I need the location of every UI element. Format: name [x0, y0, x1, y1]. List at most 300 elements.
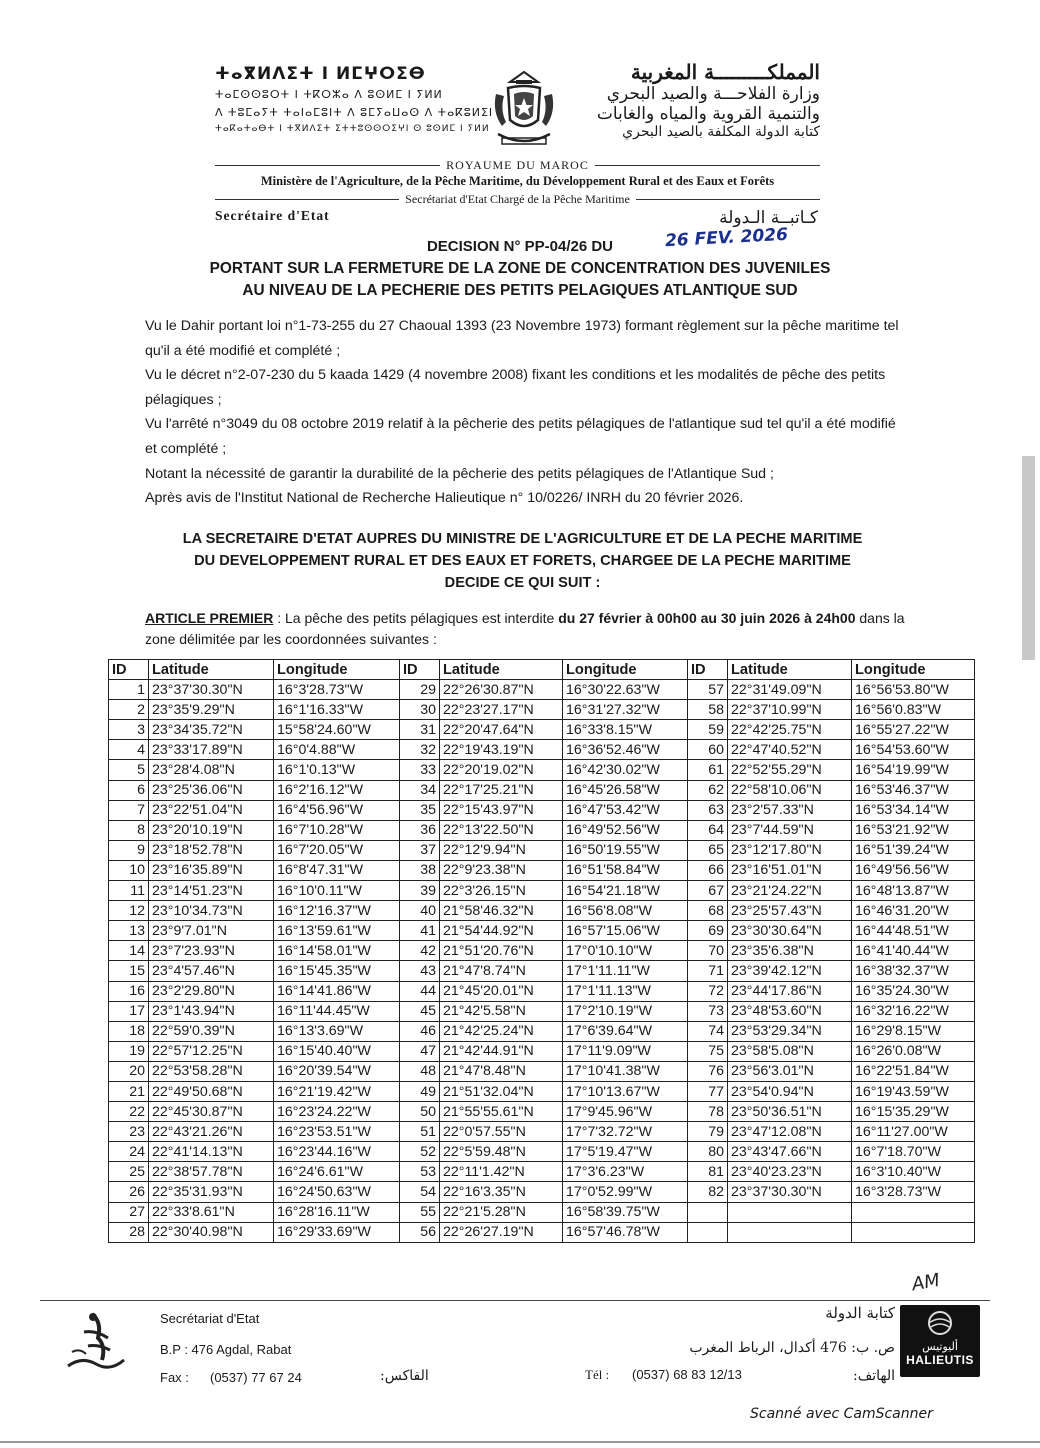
- footer-secretariat-fr: Secrétariat d'Etat: [160, 1311, 260, 1326]
- cell-id: 24: [109, 1142, 149, 1162]
- cell-latitude: 21°51'20.76"N: [440, 941, 563, 961]
- cell-id: 70: [688, 941, 728, 961]
- cell-id: 75: [688, 1041, 728, 1061]
- column-header: Latitude: [440, 660, 563, 680]
- article-text-b: dans la zone délimitée par les coordonnées suivantes :: [145, 610, 905, 647]
- cell-longitude: 16°45'26.58"W: [563, 780, 688, 800]
- table-row: [109, 780, 975, 800]
- table-row: [109, 820, 975, 840]
- cell-id: 73: [688, 1001, 728, 1021]
- column-header: Latitude: [728, 660, 852, 680]
- footer-tel-label: Tél :: [585, 1367, 610, 1382]
- cell-id: [688, 1202, 728, 1222]
- tifinagh-line-1: ⵜⴰⴳⵍⴷⵉⵜ ⵏ ⵍⵎⵖⵔⵉⴱ: [215, 64, 426, 84]
- cell-longitude: [852, 1222, 975, 1242]
- cell-id: 42: [400, 941, 440, 961]
- table-row: [109, 1001, 975, 1021]
- cell-longitude: 16°56'53.80"W: [852, 680, 975, 700]
- table-row: [109, 1061, 975, 1081]
- footer-tel-number: (0537) 68 83 12/13: [632, 1367, 742, 1382]
- cell-id: 63: [688, 800, 728, 820]
- cell-latitude: 23°35'6.38"N: [728, 941, 852, 961]
- cell-latitude: 22°42'25.75"N: [728, 720, 852, 740]
- cell-latitude: 22°49'50.68"N: [149, 1081, 274, 1101]
- cell-id: 59: [688, 720, 728, 740]
- cell-id: 56: [400, 1222, 440, 1242]
- cell-id: 21: [109, 1081, 149, 1101]
- cell-longitude: 16°8'47.31"W: [274, 860, 400, 880]
- cell-latitude: 22°37'10.99"N: [728, 700, 852, 720]
- cell-latitude: 22°19'43.19"N: [440, 740, 563, 760]
- cell-id: 14: [109, 941, 149, 961]
- cell-latitude: 21°47'8.48"N: [440, 1061, 563, 1081]
- cell-latitude: 23°14'51.23"N: [149, 881, 274, 901]
- cell-id: 23: [109, 1122, 149, 1142]
- preamble-item: Vu le Dahir portant loi n°1-73-255 du 27 Chaoual 1393 (23 Novembre 1973) formant règlement sur la pêche maritime tel qu'il a été modifié et complété ;: [145, 318, 899, 359]
- cell-longitude: 16°55'27.22"W: [852, 720, 975, 740]
- cell-longitude: 16°11'44.45"W: [274, 1001, 400, 1021]
- cell-longitude: 16°15'35.29"W: [852, 1102, 975, 1122]
- cell-longitude: 17°10'41.38"W: [563, 1061, 688, 1081]
- cell-id: 79: [688, 1122, 728, 1142]
- cell-longitude: 16°33'8.15"W: [563, 720, 688, 740]
- cell-id: 3: [109, 720, 149, 740]
- cell-id: 40: [400, 901, 440, 921]
- cell-latitude: 23°37'30.30"N: [149, 680, 274, 700]
- cell-latitude: 22°45'30.87"N: [149, 1102, 274, 1122]
- cell-id: 16: [109, 981, 149, 1001]
- table-row: [109, 1202, 975, 1222]
- fisherman-emblem-icon: [62, 1308, 130, 1374]
- cell-latitude: 22°47'40.52"N: [728, 740, 852, 760]
- cell-longitude: 16°7'10.28"W: [274, 820, 400, 840]
- cell-longitude: 16°7'20.05"W: [274, 840, 400, 860]
- article-premier: [145, 608, 905, 650]
- cell-latitude: 22°13'22.50"N: [440, 820, 563, 840]
- halieutis-logo: [900, 1305, 980, 1377]
- cell-latitude: 23°58'5.08"N: [728, 1041, 852, 1061]
- cell-longitude: 16°54'53.60"W: [852, 740, 975, 760]
- cell-latitude: 22°9'23.38"N: [440, 860, 563, 880]
- cell-latitude: 23°4'57.46"N: [149, 961, 274, 981]
- cell-longitude: [852, 1202, 975, 1222]
- cell-longitude: 16°41'40.44"W: [852, 941, 975, 961]
- table-row: [109, 941, 975, 961]
- cell-longitude: 16°53'34.14"W: [852, 800, 975, 820]
- tifinagh-line-3: ⴷ ⵜⵓⵎⴰⵢⵜ ⵜⴰⵏⴰⵎⵓⵏⵜ ⴷ ⵓⵎⵢⴰⵡⴰⵙ ⴷ ⵜⴰⴽⵓⵍⵉⵏ: [215, 106, 494, 119]
- cell-longitude: 16°29'8.15"W: [852, 1021, 975, 1041]
- cell-longitude: 16°12'16.37"W: [274, 901, 400, 921]
- footer-fax-label: Fax :: [160, 1370, 189, 1385]
- table-row: [109, 1102, 975, 1122]
- table-row: [109, 1182, 975, 1202]
- cell-longitude: 16°49'52.56"W: [563, 820, 688, 840]
- cell-id: 52: [400, 1142, 440, 1162]
- cell-latitude: 23°35'9.29"N: [149, 700, 274, 720]
- cell-id: 61: [688, 760, 728, 780]
- table-row: [109, 840, 975, 860]
- table-row: [109, 800, 975, 820]
- cell-longitude: 16°3'10.40"W: [852, 1162, 975, 1182]
- tifinagh-line-4: ⵜⴰⴽⴰⵜⴰⴱⵜ ⵏ ⵜⴳⵍⴷⵉⵜ ⵉⵜⵜⵓⵙⵙⵔⵉⵖⵏ ⵙ ⵓⵙⵍⵎ ⵏ ⵢⵍⵍ: [215, 124, 490, 134]
- cell-latitude: 21°42'25.24"N: [440, 1021, 563, 1041]
- cell-longitude: 16°7'18.70"W: [852, 1142, 975, 1162]
- table-row: [109, 881, 975, 901]
- cell-longitude: 16°22'51.84"W: [852, 1061, 975, 1081]
- cell-longitude: 16°57'15.06"W: [563, 921, 688, 941]
- footer-address-ar: ص. ب: 476 أكدال، الرباط المغرب: [689, 1340, 895, 1356]
- cell-longitude: 16°11'27.00"W: [852, 1122, 975, 1142]
- cell-id: 1: [109, 680, 149, 700]
- table-row: [109, 860, 975, 880]
- initials-signature: AM: [910, 1269, 942, 1296]
- cell-longitude: 16°3'28.73"W: [852, 1182, 975, 1202]
- cell-longitude: 16°47'53.42"W: [563, 800, 688, 820]
- cell-id: 7: [109, 800, 149, 820]
- table-row: [109, 901, 975, 921]
- cell-latitude: 23°56'3.01"N: [728, 1061, 852, 1081]
- cell-longitude: 16°23'24.22"W: [274, 1102, 400, 1122]
- ministere-text: Ministère de l'Agriculture, de la Pêche Maritime, du Développement Rural et des Eaux et Forêts: [260, 174, 775, 188]
- cell-id: 36: [400, 820, 440, 840]
- cell-id: 58: [688, 700, 728, 720]
- preamble-item: Notant la nécessité de garantir la durabilité de la pêcherie des petits pélagiques de l'Atlantique Sud ;: [145, 465, 774, 482]
- cell-longitude: 16°57'46.78"W: [563, 1222, 688, 1242]
- preamble-item: Vu le décret n°2-07-230 du 5 kaada 1429 (4 novembre 2008) fixant les conditions et les modalités de pêche des petits pélagiques ;: [145, 367, 886, 408]
- cell-longitude: 17°7'32.72"W: [563, 1122, 688, 1142]
- cell-id: 80: [688, 1142, 728, 1162]
- cell-latitude: 23°16'35.89"N: [149, 860, 274, 880]
- cell-longitude: 16°14'58.01"W: [274, 941, 400, 961]
- cell-latitude: 23°12'17.80"N: [728, 840, 852, 860]
- cell-id: 60: [688, 740, 728, 760]
- cell-id: 38: [400, 860, 440, 880]
- cell-latitude: 21°58'46.32"N: [440, 901, 563, 921]
- cell-longitude: 17°3'6.23"W: [563, 1162, 688, 1182]
- cell-id: 12: [109, 901, 149, 921]
- cell-latitude: 22°0'57.55"N: [440, 1122, 563, 1142]
- cell-id: 54: [400, 1182, 440, 1202]
- cell-id: 5: [109, 760, 149, 780]
- cell-latitude: 22°20'19.02"N: [440, 760, 563, 780]
- cell-latitude: 22°23'27.17"N: [440, 700, 563, 720]
- cell-longitude: 16°20'39.54"W: [274, 1061, 400, 1081]
- cell-longitude: 16°53'21.92"W: [852, 820, 975, 840]
- cell-id: 67: [688, 881, 728, 901]
- cell-id: 57: [688, 680, 728, 700]
- cell-longitude: 16°10'0.11"W: [274, 881, 400, 901]
- arabic-line-2: وزارة الفلاحـــة والصيد البحري: [606, 84, 820, 104]
- coordinates-table: [108, 659, 975, 1243]
- cell-id: 65: [688, 840, 728, 860]
- cell-longitude: 16°51'58.84"W: [563, 860, 688, 880]
- cell-latitude: 23°1'43.94"N: [149, 1001, 274, 1021]
- cell-id: 50: [400, 1102, 440, 1122]
- cell-latitude: 23°54'0.94"N: [728, 1081, 852, 1101]
- cell-latitude: 22°26'27.19"N: [440, 1222, 563, 1242]
- cell-id: 11: [109, 881, 149, 901]
- cell-latitude: 23°25'57.43"N: [728, 901, 852, 921]
- article-text-a: : La pêche des petits pélagiques est interdite: [273, 610, 559, 626]
- secretariat-text: Secrétariat d'Etat Chargé de la Pêche Maritime: [405, 192, 630, 206]
- cell-longitude: 16°26'0.08"W: [852, 1041, 975, 1061]
- cell-longitude: 16°2'16.12"W: [274, 780, 400, 800]
- table-row: [109, 700, 975, 720]
- cell-id: [688, 1222, 728, 1242]
- cell-longitude: 16°13'3.69"W: [274, 1021, 400, 1041]
- halieutis-text: HALIEUTIS: [906, 1353, 974, 1367]
- article-label: ARTICLE PREMIER: [145, 610, 274, 626]
- cell-longitude: 16°49'56.56"W: [852, 860, 975, 880]
- cell-id: 55: [400, 1202, 440, 1222]
- table-row: [109, 1122, 975, 1142]
- cell-id: 47: [400, 1041, 440, 1061]
- cell-id: 17: [109, 1001, 149, 1021]
- cell-longitude: 17°1'11.13"W: [563, 981, 688, 1001]
- cell-latitude: 22°38'57.78"N: [149, 1162, 274, 1182]
- cell-longitude: 17°10'13.67"W: [563, 1081, 688, 1101]
- cell-id: 71: [688, 961, 728, 981]
- table-row: [109, 1041, 975, 1061]
- cell-id: 27: [109, 1202, 149, 1222]
- cell-id: 22: [109, 1102, 149, 1122]
- cell-id: 82: [688, 1182, 728, 1202]
- cell-longitude: 16°23'44.16"W: [274, 1142, 400, 1162]
- cell-latitude: 23°44'17.86"N: [728, 981, 852, 1001]
- cell-id: 45: [400, 1001, 440, 1021]
- cell-latitude: 22°57'12.25"N: [149, 1041, 274, 1061]
- cell-latitude: 23°2'29.80"N: [149, 981, 274, 1001]
- cell-id: 13: [109, 921, 149, 941]
- cell-id: 35: [400, 800, 440, 820]
- table-row: [109, 921, 975, 941]
- cell-latitude: 23°30'30.64"N: [728, 921, 852, 941]
- cell-id: 20: [109, 1061, 149, 1081]
- cell-id: 74: [688, 1021, 728, 1041]
- decides-line-3: DECIDE CE QUI SUIT :: [444, 575, 601, 591]
- cell-id: 69: [688, 921, 728, 941]
- cell-latitude: [728, 1222, 852, 1242]
- cell-latitude: 21°55'55.61"N: [440, 1102, 563, 1122]
- column-header: ID: [400, 660, 440, 680]
- cell-latitude: 22°59'0.39"N: [149, 1021, 274, 1041]
- cell-latitude: 23°10'34.73"N: [149, 901, 274, 921]
- cell-latitude: 22°31'49.09"N: [728, 680, 852, 700]
- cell-id: 25: [109, 1162, 149, 1182]
- cell-id: 72: [688, 981, 728, 1001]
- cell-id: 76: [688, 1061, 728, 1081]
- cell-longitude: 16°36'52.46"W: [563, 740, 688, 760]
- arabic-line-4: كتابة الدولة المكلفة بالصيد البحري: [622, 124, 820, 140]
- cell-id: 31: [400, 720, 440, 740]
- halieutis-text-ar: أليوتيس: [922, 1340, 958, 1353]
- halieutis-globe-icon: [922, 1309, 958, 1335]
- cell-longitude: 16°46'31.20"W: [852, 901, 975, 921]
- secretariat-banner: [215, 192, 820, 207]
- decision-title-line-2: AU NIVEAU DE LA PECHERIE DES PETITS PELAGIQUES ATLANTIQUE SUD: [242, 282, 798, 299]
- date-stamp: 26 FEV. 2026: [664, 224, 789, 252]
- cell-latitude: 22°43'21.26"N: [149, 1122, 274, 1142]
- cell-id: 28: [109, 1222, 149, 1242]
- column-header: Latitude: [149, 660, 274, 680]
- cell-latitude: 23°43'47.66"N: [728, 1142, 852, 1162]
- cell-latitude: 22°35'31.93"N: [149, 1182, 274, 1202]
- cell-id: 15: [109, 961, 149, 981]
- cell-id: 51: [400, 1122, 440, 1142]
- cell-longitude: 16°24'6.61"W: [274, 1162, 400, 1182]
- cell-latitude: 22°11'1.42"N: [440, 1162, 563, 1182]
- cell-longitude: 17°6'39.64"W: [563, 1021, 688, 1041]
- table-row: [109, 760, 975, 780]
- cell-latitude: 23°50'36.51"N: [728, 1102, 852, 1122]
- cell-longitude: 16°58'39.75"W: [563, 1202, 688, 1222]
- royaume-text: ROYAUME DU MAROC: [446, 158, 589, 172]
- table-row: [109, 680, 975, 700]
- cell-longitude: 16°54'21.18"W: [563, 881, 688, 901]
- cell-latitude: 22°33'8.61"N: [149, 1202, 274, 1222]
- decides-line-1: LA SECRETAIRE D'ETAT AUPRES DU MINISTRE DE L'AGRICULTURE ET DE LA PECHE MARITIME: [182, 531, 863, 547]
- cell-latitude: 22°20'47.64"N: [440, 720, 563, 740]
- decides-block: [140, 528, 905, 594]
- column-header: Longitude: [563, 660, 688, 680]
- cell-longitude: 16°56'8.08"W: [563, 901, 688, 921]
- cell-id: 44: [400, 981, 440, 1001]
- cell-longitude: 17°1'11.11"W: [563, 961, 688, 981]
- decision-number: DECISION N° PP-04/26 DU: [426, 238, 614, 255]
- table-row: [109, 1222, 975, 1242]
- decision-title-line-1: PORTANT SUR LA FERMETURE DE LA ZONE DE CONCENTRATION DES JUVENILES: [209, 260, 831, 277]
- footer-fax-label-ar: الفاكس:: [380, 1368, 429, 1384]
- cell-latitude: 22°26'30.87"N: [440, 680, 563, 700]
- cell-id: 6: [109, 780, 149, 800]
- table-header-row: [109, 660, 975, 680]
- cell-longitude: 16°50'19.55"W: [563, 840, 688, 860]
- secretaire-ar: كـاتبــة الـدولة: [719, 208, 818, 228]
- cell-id: 64: [688, 820, 728, 840]
- cell-latitude: 23°33'17.89"N: [149, 740, 274, 760]
- cell-longitude: 16°54'19.99"W: [852, 760, 975, 780]
- cell-latitude: 22°30'40.98"N: [149, 1222, 274, 1242]
- cell-longitude: 17°2'10.19"W: [563, 1001, 688, 1021]
- cell-longitude: 16°29'33.69"W: [274, 1222, 400, 1242]
- footer-address-fr: B.P : 476 Agdal, Rabat: [160, 1342, 292, 1357]
- cell-longitude: 16°44'48.51"W: [852, 921, 975, 941]
- cell-latitude: 23°22'51.04"N: [149, 800, 274, 820]
- cell-longitude: 16°28'16.11"W: [274, 1202, 400, 1222]
- cell-latitude: 22°21'5.28"N: [440, 1202, 563, 1222]
- decides-line-2: DU DEVELOPPEMENT RURAL ET DES EAUX ET FORETS, CHARGEE DE LA PECHE MARITIME: [194, 553, 851, 569]
- preamble-item: Après avis de l'Institut National de Recherche Halieutique n° 10/0226/ INRH du 20 février 2026.: [145, 490, 744, 507]
- cell-id: 8: [109, 820, 149, 840]
- cell-id: 18: [109, 1021, 149, 1041]
- cell-latitude: 22°16'3.35"N: [440, 1182, 563, 1202]
- footer-tel-label-ar: الهاتف:: [853, 1368, 895, 1384]
- cell-longitude: 16°23'53.51"W: [274, 1122, 400, 1142]
- cell-id: 2: [109, 700, 149, 720]
- cell-longitude: 16°15'40.40"W: [274, 1041, 400, 1061]
- cell-latitude: 22°53'58.28"N: [149, 1061, 274, 1081]
- cell-latitude: 23°16'51.01"N: [728, 860, 852, 880]
- cell-id: 9: [109, 840, 149, 860]
- cell-latitude: 22°17'25.21"N: [440, 780, 563, 800]
- cell-latitude: 23°21'24.22"N: [728, 881, 852, 901]
- cell-longitude: 16°13'59.61"W: [274, 921, 400, 941]
- arabic-line-1: المملكـــــــــة المغربية: [630, 60, 820, 84]
- cell-latitude: 22°41'14.13"N: [149, 1142, 274, 1162]
- scrollbar-thumb[interactable]: [1022, 456, 1035, 660]
- cell-id: 26: [109, 1182, 149, 1202]
- cell-id: 48: [400, 1061, 440, 1081]
- cell-longitude: 15°58'24.60"W: [274, 720, 400, 740]
- cell-latitude: 23°9'7.01"N: [149, 921, 274, 941]
- cell-longitude: 16°42'30.02"W: [563, 760, 688, 780]
- table-row: [109, 720, 975, 740]
- cell-latitude: 21°51'32.04"N: [440, 1081, 563, 1101]
- table-row: [109, 981, 975, 1001]
- cell-longitude: 16°3'28.73"W: [274, 680, 400, 700]
- cell-latitude: 22°5'59.48"N: [440, 1142, 563, 1162]
- cell-id: 37: [400, 840, 440, 860]
- cell-latitude: 21°42'44.91"N: [440, 1041, 563, 1061]
- cell-longitude: 16°21'19.42"W: [274, 1081, 400, 1101]
- cell-longitude: 17°0'10.10"W: [563, 941, 688, 961]
- cell-id: 33: [400, 760, 440, 780]
- footer-secretariat-ar: كتابة الدولة: [825, 1304, 895, 1322]
- cell-id: 39: [400, 881, 440, 901]
- column-header: Longitude: [852, 660, 975, 680]
- cell-latitude: 23°7'23.93"N: [149, 941, 274, 961]
- cell-latitude: 23°53'29.34"N: [728, 1021, 852, 1041]
- article-dates: du 27 février à 00h00 au 30 juin 2026 à 24h00: [558, 610, 856, 626]
- cell-latitude: 22°58'10.06"N: [728, 780, 852, 800]
- column-header: Longitude: [274, 660, 400, 680]
- secretaire-fr: Secrétaire d'Etat: [215, 208, 330, 223]
- column-header: ID: [109, 660, 149, 680]
- cell-latitude: 23°2'57.33"N: [728, 800, 852, 820]
- cell-latitude: 23°7'44.59"N: [728, 820, 852, 840]
- cell-id: 62: [688, 780, 728, 800]
- cell-id: 81: [688, 1162, 728, 1182]
- cell-longitude: 16°1'0.13"W: [274, 760, 400, 780]
- page-bottom-edge: [0, 1441, 1040, 1443]
- preamble-item: Vu l'arrêté n°3049 du 08 octobre 2019 relatif à la pêcherie des petits pélagiques de l'atlantique sud tel qu'il a été modifié et complété ;: [145, 416, 896, 457]
- cell-longitude: 16°30'22.63"W: [563, 680, 688, 700]
- cell-longitude: 16°1'16.33"W: [274, 700, 400, 720]
- table-row: [109, 961, 975, 981]
- cell-latitude: 23°20'10.19"N: [149, 820, 274, 840]
- cell-id: 30: [400, 700, 440, 720]
- cell-latitude: 23°18'52.78"N: [149, 840, 274, 860]
- cell-longitude: 16°56'0.83"W: [852, 700, 975, 720]
- cell-longitude: 16°4'56.96"W: [274, 800, 400, 820]
- cell-longitude: 16°32'16.22"W: [852, 1001, 975, 1021]
- cell-id: 32: [400, 740, 440, 760]
- footer-fax-number: (0537) 77 67 24: [210, 1370, 302, 1385]
- table-row: [109, 740, 975, 760]
- cell-longitude: 16°31'27.32"W: [563, 700, 688, 720]
- tifinagh-line-2: ⵜⴰⵎⵙⵙⵓⵔⵜ ⵏ ⵜⴽⵔⵣⴰ ⴷ ⵓⵙⵍⵎ ⵏ ⵢⵍⵍ: [215, 88, 443, 101]
- tifinagh-header: [215, 64, 493, 134]
- cell-latitude: 22°12'9.94"N: [440, 840, 563, 860]
- cell-id: 46: [400, 1021, 440, 1041]
- cell-latitude: 23°28'4.08"N: [149, 760, 274, 780]
- royaume-banner: [215, 158, 820, 173]
- coat-of-arms-icon: [488, 68, 560, 154]
- cell-id: 10: [109, 860, 149, 880]
- footer-divider: [40, 1300, 990, 1301]
- cell-latitude: 21°42'5.58"N: [440, 1001, 563, 1021]
- column-header: ID: [688, 660, 728, 680]
